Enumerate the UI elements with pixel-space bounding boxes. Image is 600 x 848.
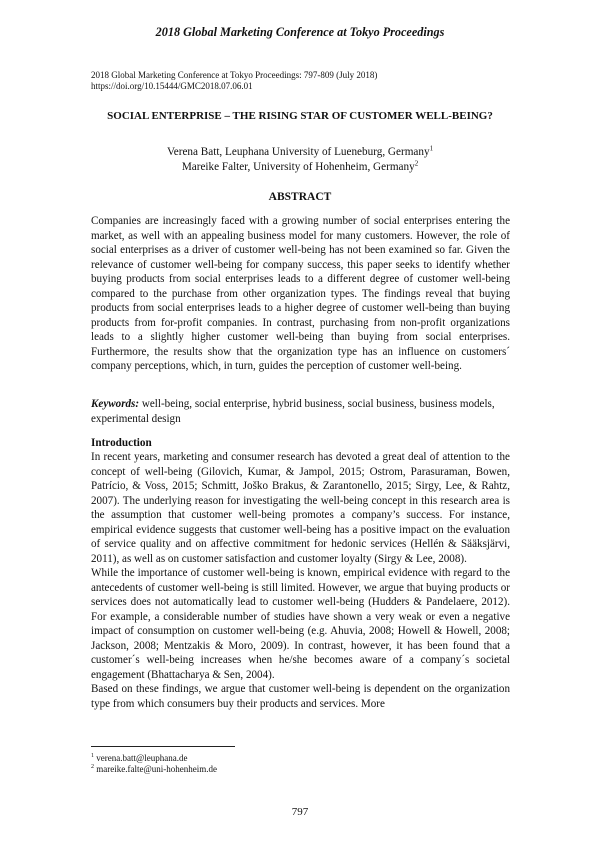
footnote bbox=[91, 764, 217, 775]
doi-line: https://doi.org/10.15444/GMC2018.07.06.01 bbox=[91, 81, 253, 91]
running-header: 2018 Global Marketing Conference at Tokyo Proceedings bbox=[155, 25, 445, 39]
author-name: Mareike Falter, University of Hohenheim, Germany bbox=[181, 161, 415, 173]
author-line bbox=[0, 145, 600, 160]
page-number: 797 bbox=[291, 806, 309, 818]
paragraph: Based on these findings, we argue that customer well-being is dependent on the organization type from which consumers buy their products and services. More bbox=[91, 683, 510, 710]
paragraph: In recent years, marketing and consumer research has devoted a great deal of attention to the concept of well-being (Gilovich, Kumar, & Jampol, 2015; Ostrom, Parasuraman, Bowen, Patrício, & Voss, 2015; Schmitt, Joško Brakus, & Zarantonello, 2015; Sirgy, Lee, & Rahtz, 2007). The underlying reason for investigating the well-being concept in this research area is the assumption that customer well-being promotes a company’s success. For instance, empirical evidence suggests that customer well-being has a positive impact on the evaluation of service quality and on affective commitment for hedonic services (Hellén & Sääksjärvi, 2011), as well as on customer satisfaction and customer loyalty (Sirgy & Lee, 2008). bbox=[91, 451, 510, 565]
paragraph: While the importance of customer well-being is known, empirical evidence with regard to the antecedents of customer well-being is still limited. However, we argue that buying products or services does not automatically lead to customer well-being (Hudders & Pandelaere, 2012). For example, a considerable number of studies have shown a very weak or even a negative impact of consumption on customer well-being (e.g. Ahuvia, 2008; Howell & Howell, 2008; Jackson, 2008; Mentzakis & Moro, 2009). In contrast, however, it has been found that a customer´s well-being increases when he/she becomes aware of a company´s societal engagement (Bhattacharya & Sen, 2004). bbox=[91, 567, 510, 681]
author-block bbox=[0, 145, 600, 175]
footnote-marker: 1 bbox=[429, 144, 434, 153]
footnote-mark: 1 bbox=[91, 753, 94, 759]
keywords bbox=[91, 397, 510, 426]
introduction-body bbox=[91, 450, 510, 711]
paper-title: SOCIAL ENTERPRISE – THE RISING STAR OF CUSTOMER WELL-BEING? bbox=[107, 110, 493, 122]
footnote-marker: 2 bbox=[414, 159, 419, 168]
section-heading-introduction: Introduction bbox=[91, 437, 152, 449]
footnote-divider bbox=[91, 746, 235, 747]
citation-line: 2018 Global Marketing Conference at Tokyo Proceedings: 797-809 (July 2018) bbox=[91, 70, 378, 80]
footnotes bbox=[91, 753, 217, 775]
footnote bbox=[91, 753, 217, 764]
keywords-text: well-being, social enterprise, hybrid business, social business, business models, experimental design bbox=[91, 398, 495, 425]
author-line bbox=[0, 160, 600, 175]
footnote-email: mareike.falte@uni-hohenheim.de bbox=[94, 764, 217, 774]
author-name: Verena Batt, Leuphana University of Lueneburg, Germany bbox=[166, 146, 430, 158]
abstract-text: Companies are increasingly faced with a growing number of social enterprises entering the market, as well with an appealing business model for many customers. However, the role of social enterprises as a driver of customer well-being has not been examined so far. Given the relevance of customer well-being for company success, this paper seeks to identify whether buying products from social enterprises leads to a different degree of customer well-being compared to the purchase from other organization types. The findings reveal that buying products from social enterprises leads to a higher degree of customer well-being than buying products from for-profit companies. In contrast, purchasing from non-profit organizations leads to a slightly higher customer well-being than buying from social enterprises. Furthermore, the results show that the organization type has an influence on customers´ company perceptions, which, in turn, guides the perception of customer well-being. bbox=[91, 215, 510, 372]
abstract-heading: ABSTRACT bbox=[268, 191, 332, 203]
keywords-label: Keywords: bbox=[91, 398, 140, 410]
footnote-email: verena.batt@leuphana.de bbox=[94, 753, 188, 763]
citation-block bbox=[91, 70, 377, 92]
footnote-mark: 2 bbox=[91, 764, 94, 770]
